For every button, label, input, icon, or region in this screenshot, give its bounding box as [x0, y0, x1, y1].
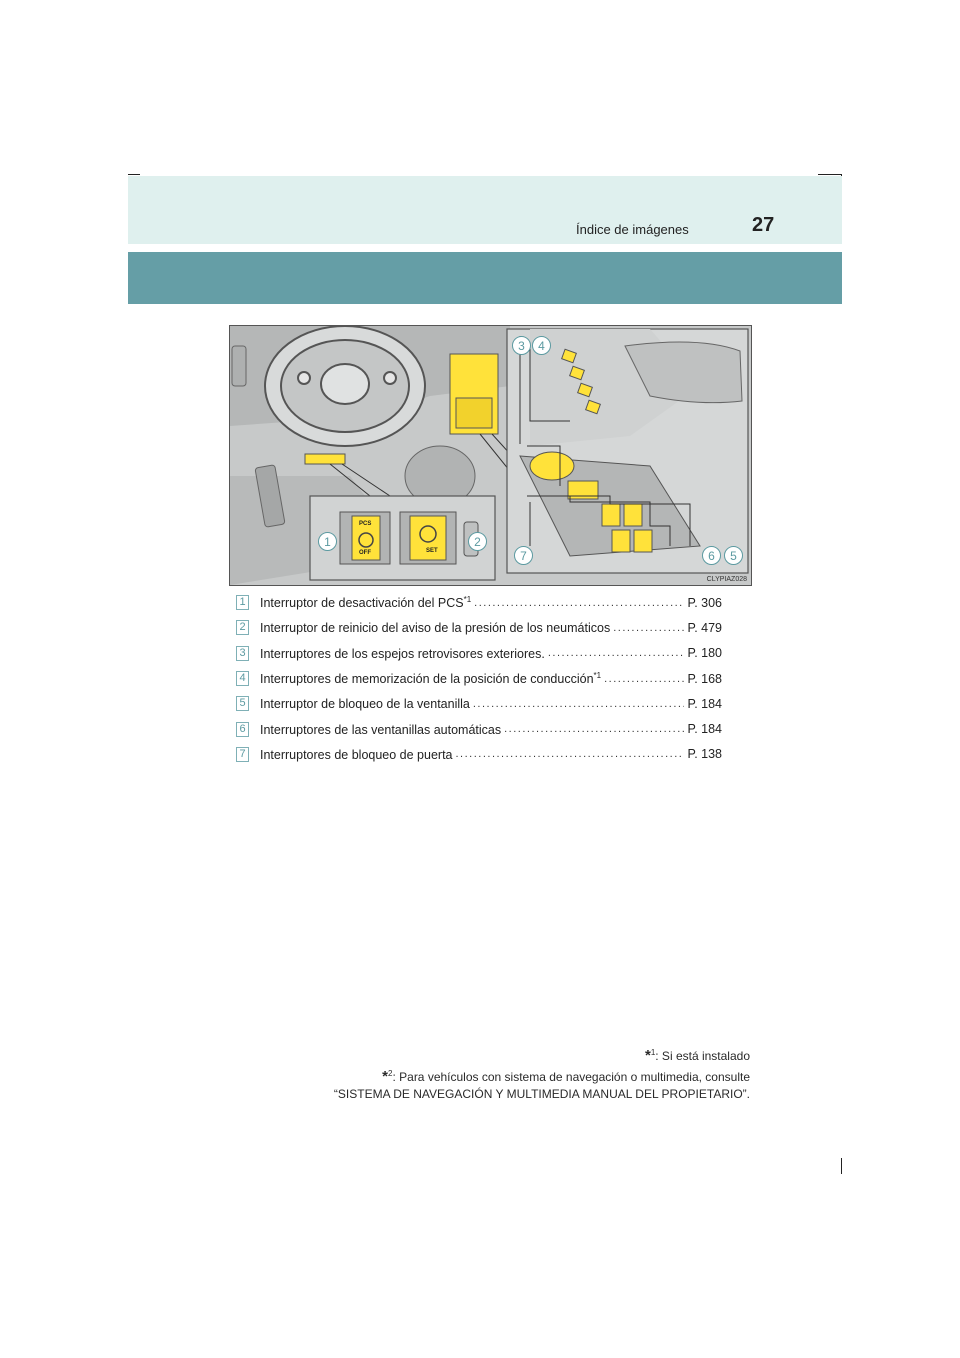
- window-switch-small: [456, 398, 492, 428]
- list-item: [236, 716, 722, 741]
- lower-switch-highlight: [305, 454, 345, 464]
- footnote-2-continuation: “SISTEMA DE NAVEGACIÓN Y MULTIMEDIA MANUAL DEL PROPIETARIO”.: [333, 1087, 750, 1101]
- leader-dots: [504, 723, 684, 735]
- footnote-2: *$^2$: Para vehículos con sistema de navegación o multimedia, consulte: [382, 1068, 750, 1085]
- page-reference[interactable]: P. 479: [687, 620, 722, 635]
- list-item: [236, 641, 722, 666]
- leader-dots: [474, 597, 684, 609]
- list-item: [236, 666, 722, 691]
- callout-7: 7: [514, 546, 533, 565]
- pcs-label: PCS: [359, 521, 372, 527]
- figure-code: CLYPIAZ028: [706, 576, 747, 583]
- leader-dots: [456, 748, 685, 760]
- item-label: Interruptores de memorización de la posición de conducción$^{*1}$: [260, 670, 602, 687]
- crop-mark: [841, 1158, 842, 1174]
- page-reference[interactable]: P. 184: [687, 696, 722, 711]
- interior-illustration: [229, 325, 752, 586]
- callout-1: 1: [318, 532, 337, 551]
- header-band: [128, 176, 842, 244]
- item-label: Interruptor de desactivación del PCS$^{*1}$: [260, 595, 472, 611]
- door-panel-inset: [507, 329, 748, 573]
- crop-mark: [128, 174, 140, 175]
- item-number: 7: [236, 747, 249, 762]
- leader-dots: [473, 698, 685, 710]
- off-label: OFF: [359, 550, 371, 556]
- item-number: 2: [236, 620, 249, 635]
- page-title: Índice de imágenes: [576, 222, 689, 237]
- item-note: *1: [593, 670, 602, 680]
- page-reference[interactable]: P. 180: [687, 646, 722, 661]
- item-list: [236, 590, 722, 767]
- section-band: [128, 252, 842, 304]
- leader-dots: [604, 673, 684, 685]
- item-number: 5: [236, 696, 249, 711]
- item-number: 6: [236, 722, 249, 737]
- callout-2: 2: [468, 532, 487, 551]
- switch-inset: [310, 496, 495, 580]
- callout-5: 5: [724, 546, 743, 565]
- item-number: 3: [236, 646, 249, 661]
- air-vent: [232, 346, 246, 386]
- page-reference[interactable]: P. 184: [687, 722, 722, 737]
- leader-dots: [613, 622, 684, 634]
- item-label: Interruptor de reinicio del aviso de la presión de los neumáticos: [260, 621, 611, 636]
- callout-4: 4: [532, 336, 551, 355]
- item-note: *1: [463, 595, 472, 605]
- page-reference[interactable]: P. 168: [687, 671, 722, 686]
- dashboard-drawing: [230, 326, 751, 585]
- page-reference[interactable]: P. 306: [687, 595, 722, 610]
- steering-wheel: [265, 326, 425, 446]
- callout-3: 3: [512, 336, 531, 355]
- item-label: Interruptores de las ventanillas automáticas: [260, 722, 502, 737]
- leader-dots: [548, 647, 685, 659]
- page-number: 27: [752, 214, 775, 236]
- list-item: [236, 742, 722, 767]
- crop-mark: [818, 174, 842, 175]
- footnotes: [334, 1044, 750, 1103]
- item-label: Interruptor de bloqueo de la ventanilla: [260, 697, 470, 712]
- footnote-1: *$^1$: Si está instalado: [644, 1047, 750, 1064]
- callout-6: 6: [702, 546, 721, 565]
- item-label: Interruptores de bloqueo de puerta: [260, 748, 453, 762]
- list-item: [236, 590, 722, 615]
- item-number: 1: [236, 595, 249, 610]
- set-label: SET: [426, 548, 438, 554]
- page-reference[interactable]: P. 138: [687, 747, 722, 762]
- list-item: [236, 691, 722, 716]
- item-number: 4: [236, 671, 249, 686]
- list-item: [236, 615, 722, 640]
- item-label: Interruptores de los espejos retrovisores exteriores.: [260, 646, 545, 661]
